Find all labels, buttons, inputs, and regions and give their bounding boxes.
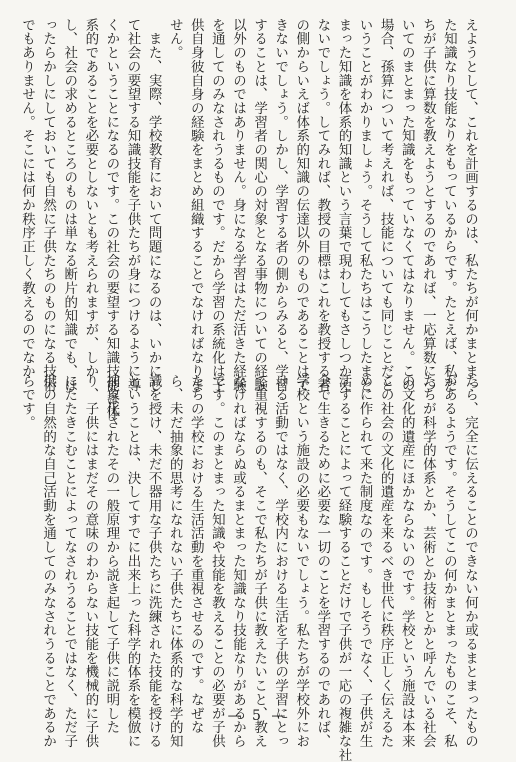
text-line: を通してのみなされうるものです。だから学習の系統化は子 [208, 18, 225, 392]
text-line: て重視するのも、そこで私たちが子供に教えたいこと、教え [251, 374, 268, 748]
text-line: ったらかしにしておいても自然に子供たちのものになる技術 [40, 18, 57, 392]
text-line: たちの学校における生活活動を重視させるのです。なぜな [187, 374, 204, 735]
text-line: にたたきこむことによってなされうることではなく、ただ子 [61, 374, 78, 748]
text-line: し、社会の求めるところのものは単なる断片的知識でも、ほ [61, 18, 78, 392]
text-line: また、実際、学校教育において問題になるのは、いかにし [145, 18, 162, 392]
text-line: でもありません。そこには何か秩序正しく教えるのでなか [19, 18, 36, 379]
text-line: た知識なり技能なりをもっているからです。たとえば、私た [440, 18, 457, 392]
text-line: きないでしょう。しかし、学習する者の側からみると、学習 [272, 18, 289, 392]
text-line: せん。 [166, 18, 183, 60]
text-line: ちが子供に算数を教えようとするのであれば、一応算数につ [419, 18, 436, 392]
text-line: この社会の文化的遺産を来るべき世代に秩序正しく伝えるた [377, 374, 394, 748]
text-line: の側からいえば体系的知識の伝達以外のものであることはで [293, 18, 310, 392]
text-line: ないでしょう。してみれば、教授の目標はこれを教授する者 [314, 18, 331, 392]
text-line: の文化的遺産にほかならないのです。学校という施設は本来 [398, 374, 415, 748]
text-line: えようとして、これを計画するのは、私たちが何かまとまっ [462, 18, 478, 392]
text-line: 活することによって経験することだけで子供が一応の複雑な社 [335, 374, 352, 762]
text-line: 以外のものではありません。身になる学習はただ活きた経験 [229, 18, 246, 392]
text-line: いてのまとまった知識をもっていなくてはなりません。この [398, 18, 415, 392]
text-line: です。このまとまった知識や技能を教えることの必要が子供 [208, 374, 225, 748]
text-line: くかということになるのです。この社会の要望する知識技能は体 [103, 18, 120, 420]
text-line: があるようです。そうしてこの何かまとまったものこそ、私 [440, 374, 457, 748]
text-line: たちが科学的体系とか、芸術とか技術とかと呼んでいる社会 [419, 374, 436, 748]
text-line: なければならぬ或るまとまった知識なり技能なりがあるから [229, 374, 246, 748]
text-block-lower [19, 374, 480, 762]
text-line: ける活動ではなく、学校内における生活を子供の学習にとっ [272, 374, 289, 748]
text-block-upper [19, 18, 480, 420]
text-line: て社会の要望する知識技能を子供たちが身につけるように導 [124, 18, 141, 392]
text-line: 場合、孫算について考えれば、技能についても同じことだと [377, 18, 394, 392]
text-line: 供の自然的な自己活動を通してのみなされうることであるか [40, 374, 57, 748]
text-line: することは、学習者の関心の対象となる事物についての経験 [251, 18, 268, 392]
text-line: まった知識を体系的知識という言葉で現わしてもさしつかえ [335, 18, 352, 392]
text-line: 供自身彼自身の経験をまとめ組織することでなければなりま [187, 18, 204, 392]
text-line: 系的であることを必要としないとも考えられますが、しか [82, 18, 99, 379]
text-line: ということは、決してすでに出来上った科学的体系を模倣に [124, 374, 141, 748]
text-line: 会で生きるために必要な一切のことを学習するのであれば、 [314, 374, 331, 748]
page-number: — 5 — [227, 708, 289, 724]
text-line: めに作られて来た制度なのです。もしそうでなく、子供が生 [356, 374, 373, 748]
text-line: いうことがわかりましょう。そうして私たちはこうしたまと [356, 18, 373, 392]
text-line: り、子供にはまだその意味のわからない技能を機械的に子供 [82, 374, 99, 748]
text-line: らです。 [19, 374, 36, 430]
text-line: 識を授け、未だ不器用な子供たちに洗練された技能を授ける [145, 374, 162, 748]
text-line: たら、完全に伝えることのできない何か或るまとまったもの [462, 374, 478, 748]
text-line: 抽象化されたその一般原理から説き起して子供に説明した [103, 374, 120, 735]
text-line: 学校という施設の必要もないでしょう。私たちが学校外にお [293, 374, 310, 748]
text-line: ら、未だ抽象的思考になれない子供たちに体系的な科学的知 [166, 374, 183, 748]
